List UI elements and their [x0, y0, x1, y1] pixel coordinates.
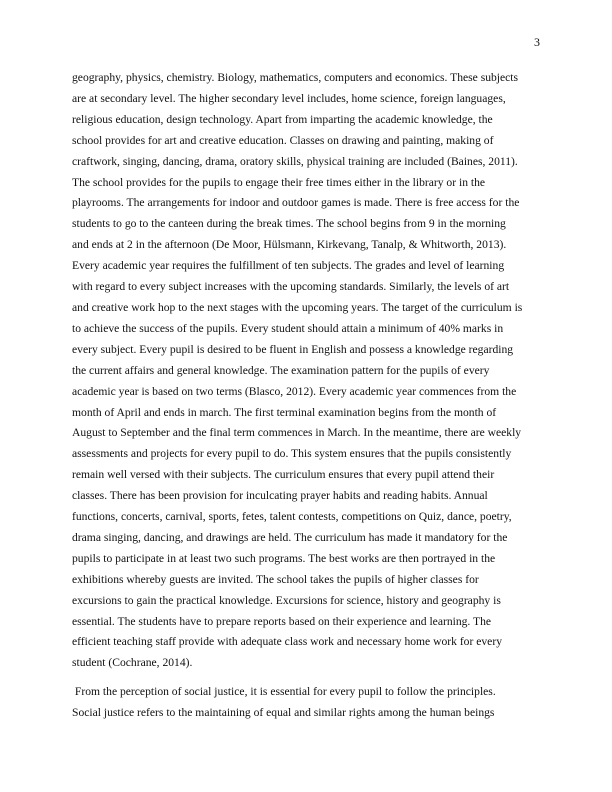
text-line: month of April and ends in march. The first terminal examination begins from the month of [72, 405, 497, 419]
text-line: assessments and projects for every pupil to do. This system ensures that the pupils consistently [72, 447, 512, 461]
text-line: playrooms. The arrangements for indoor and outdoor games is made. There is free access for the [72, 196, 520, 210]
page-number: 3 [534, 35, 540, 49]
text-line: school provides for art and creative education. Classes on drawing and painting, making of [72, 133, 494, 147]
text-line: and creative work hop to the next stages with the upcoming years. The target of the curriculum is [72, 300, 523, 314]
text-line: to achieve the success of the pupils. Every student should attain a minimum of 40% marks in [72, 321, 504, 335]
text-line: From the perception of social justice, it is essential for every pupil to follow the principles. [72, 685, 496, 699]
paragraph-1 [72, 68, 546, 674]
text-line: exhibitions whereby guests are invited. The school takes the pupils of higher classes for [72, 572, 479, 586]
text-line: The school provides for the pupils to engage their free times either in the library or in the [72, 175, 486, 189]
text-line: classes. There has been provision for inculcating prayer habits and reading habits. Annual [72, 489, 488, 503]
text-line: academic year is based on two terms (Blasco, 2012). Every academic year commences from the [72, 384, 517, 398]
text-line: religious education, design technology. Apart from imparting the academic knowledge, the [72, 112, 493, 126]
text-line: efficient teaching staff provide with adequate class work and necessary home work for every [72, 635, 502, 649]
text-line: craftwork, singing, dancing, drama, oratory skills, physical training are included (Baines, 2011). [72, 154, 518, 168]
text-line: are at secondary level. The higher secondary level includes, home science, foreign languages, [72, 91, 506, 105]
text-line: remain well versed with their subjects. The curriculum ensures that every pupil attend their [72, 468, 495, 482]
text-line: student (Cochrane, 2014). [72, 656, 193, 670]
text-line: Every academic year requires the fulfillment of ten subjects. The grades and level of learning [72, 259, 505, 273]
text-line: and ends at 2 in the afternoon (De Moor, Hülsmann, Kirkevang, Tanalp, & Whitworth, 2013). [72, 238, 507, 252]
text-line: essential. The students have to prepare reports based on their experience and learning. The [72, 614, 492, 628]
text-line: with regard to every subject increases with the upcoming standards. Similarly, the levels of art [72, 280, 510, 294]
text-line: geography, physics, chemistry. Biology, mathematics, computers and economics. These subjects [72, 71, 519, 84]
text-line: excursions to gain the practical knowledge. Excursions for science, history and geography is [72, 593, 501, 607]
text-line: pupils to participate in at least two such programs. The best works are then portrayed in the [72, 551, 496, 565]
text-line: drama singing, dancing, and drawings are held. The curriculum has made it mandatory for the [72, 530, 508, 544]
text-line: the current affairs and general knowledge. The examination pattern for the pupils of every [72, 363, 490, 377]
text-line: Social justice refers to the maintaining of equal and similar rights among the human beings [72, 706, 495, 720]
paragraph-2 [72, 682, 546, 724]
text-line: August to September and the final term commences in March. In the meantime, there are weekly [72, 426, 522, 440]
body-text [72, 68, 546, 724]
text-line: functions, concerts, carnival, sports, fetes, talent contests, competitions on Quiz, dance, poetry, [72, 510, 512, 524]
text-line: students to go to the canteen during the break times. The school begins from 9 in the morning [72, 217, 506, 231]
text-line: every subject. Every pupil is desired to be fluent in English and possess a knowledge regarding [72, 342, 514, 356]
